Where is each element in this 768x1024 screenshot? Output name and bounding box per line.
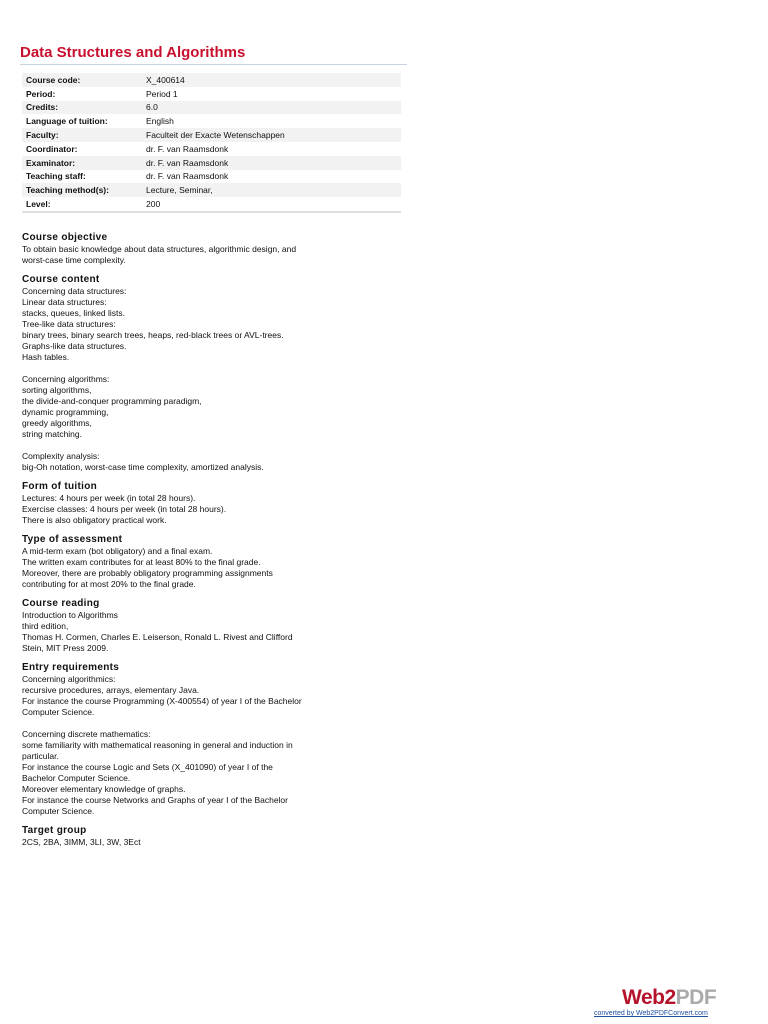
section-paragraph: [22, 674, 352, 718]
text-line: To obtain basic knowledge about data structures, algorithmic design, and: [22, 244, 297, 254]
section-paragraph: [22, 244, 352, 266]
text-line: sorting algorithms,: [22, 385, 92, 395]
text-line: Computer Science.: [22, 806, 95, 816]
text-line: Linear data structures:: [22, 297, 107, 307]
page-title: Data Structures and Algorithms: [20, 44, 246, 61]
section-paragraph: [22, 374, 352, 440]
text-line: Hash tables.: [22, 352, 70, 362]
text-line: Graphs-like data structures.: [22, 341, 127, 351]
info-row: [22, 101, 401, 115]
text-line: recursive procedures, arrays, elementary Java.: [22, 685, 200, 695]
info-row: [22, 87, 401, 101]
info-value: 6.0: [142, 101, 401, 115]
text-line: Complexity analysis:: [22, 451, 100, 461]
info-row: [22, 73, 401, 87]
text-line: Concerning algorithmics:: [22, 674, 116, 684]
text-line: Concerning algorithms:: [22, 374, 110, 384]
info-label: Coordinator:: [22, 142, 142, 156]
info-row: [22, 170, 401, 184]
info-row: [22, 197, 401, 212]
info-row: [22, 156, 401, 170]
info-label: Faculty:: [22, 128, 142, 142]
section-paragraph: [22, 451, 352, 473]
text-line: For instance the course Logic and Sets (X_401090) of year I of the: [22, 762, 273, 772]
text-line: Introduction to Algorithms: [22, 610, 118, 620]
text-line: For instance the course Networks and Graphs of year I of the Bachelor: [22, 795, 288, 805]
text-line: Concerning discrete mathematics:: [22, 729, 151, 739]
info-row: [22, 114, 401, 128]
text-line: 2CS, 2BA, 3IMM, 3LI, 3W, 3Ect: [22, 837, 141, 847]
section: [22, 598, 352, 654]
text-line: worst-case time complexity.: [22, 255, 126, 265]
info-row: [22, 142, 401, 156]
text-line: the divide-and-conquer programming paradigm,: [22, 396, 202, 406]
text-line: Concerning data structures:: [22, 286, 127, 296]
section-paragraph: [22, 493, 352, 526]
text-line: Lectures: 4 hours per week (in total 28 hours).: [22, 493, 196, 503]
text-line: Thomas H. Cormen, Charles E. Leiserson, Ronald L. Rivest and Clifford: [22, 632, 293, 642]
info-label: Course code:: [22, 73, 142, 87]
info-value: dr. F. van Raamsdonk: [142, 170, 401, 184]
text-line: A mid-term exam (bot obligatory) and a final exam.: [22, 546, 213, 556]
info-row: [22, 128, 401, 142]
section: [22, 232, 352, 266]
section-paragraph: [22, 546, 352, 590]
logo-text-pdf: PDF: [675, 986, 717, 1009]
text-line: Tree-like data structures:: [22, 319, 116, 329]
text-line: Stein, MIT Press 2009.: [22, 643, 109, 653]
text-line: There is also obligatory practical work.: [22, 515, 167, 525]
text-line: Computer Science.: [22, 707, 95, 717]
section: [22, 534, 352, 590]
section-heading: Entry requirements: [22, 662, 120, 673]
text-line: string matching.: [22, 429, 82, 439]
info-label: Credits:: [22, 101, 142, 115]
text-line: contributing for at most 20% to the final grade.: [22, 579, 196, 589]
info-value: Period 1: [142, 87, 401, 101]
info-label: Teaching staff:: [22, 170, 142, 184]
section-paragraph: [22, 286, 352, 363]
course-info-table: [22, 73, 401, 213]
info-label: Language of tuition:: [22, 114, 142, 128]
text-line: third edition,: [22, 621, 69, 631]
section-heading: Type of assessment: [22, 534, 123, 545]
logo-text-web2: Web2: [622, 986, 676, 1009]
info-label: Teaching method(s):: [22, 183, 142, 197]
text-line: binary trees, binary search trees, heaps, red-black trees or AVL-trees.: [22, 330, 284, 340]
text-line: The written exam contributes for at least 80% to the final grade.: [22, 557, 261, 567]
title-divider: [20, 64, 407, 65]
info-value: Faculteit der Exacte Wetenschappen: [142, 128, 401, 142]
section: [22, 481, 352, 526]
info-label: Period:: [22, 87, 142, 101]
info-value: English: [142, 114, 401, 128]
section-heading: Course content: [22, 274, 100, 285]
section-paragraph: [22, 729, 352, 817]
info-label: Level:: [22, 197, 142, 212]
text-line: For instance the course Programming (X-400554) of year I of the Bachelor: [22, 696, 302, 706]
text-line: stacks, queues, linked lists.: [22, 308, 125, 318]
text-line: greedy algorithms,: [22, 418, 92, 428]
info-value: dr. F. van Raamsdonk: [142, 142, 401, 156]
text-line: Bachelor Computer Science.: [22, 773, 131, 783]
info-row: [22, 183, 401, 197]
text-line: Moreover elementary knowledge of graphs.: [22, 784, 186, 794]
section-paragraph: [22, 837, 352, 848]
section: [22, 274, 352, 473]
info-label: Examinator:: [22, 156, 142, 170]
info-value: Lecture, Seminar,: [142, 183, 401, 197]
info-value: 200: [142, 197, 401, 212]
converter-link[interactable]: converted by Web2PDFConvert.com: [594, 1010, 708, 1017]
section-heading: Course objective: [22, 232, 108, 243]
course-description: [22, 232, 352, 856]
text-line: particular.: [22, 751, 59, 761]
section-heading: Target group: [22, 825, 87, 836]
section: [22, 825, 352, 848]
section-heading: Form of tuition: [22, 481, 98, 492]
section-paragraph: [22, 610, 352, 654]
text-line: some familiarity with mathematical reasoning in general and induction in: [22, 740, 293, 750]
text-line: dynamic programming,: [22, 407, 109, 417]
section-heading: Course reading: [22, 598, 100, 609]
section: [22, 662, 352, 817]
web2pdf-logo[interactable]: [594, 986, 750, 1020]
web2pdf-wordmark: [622, 986, 716, 1010]
text-line: Exercise classes: 4 hours per week (in total 28 hours).: [22, 504, 227, 514]
text-line: big-Oh notation, worst-case time complexity, amortized analysis.: [22, 462, 264, 472]
info-value: X_400614: [142, 73, 401, 87]
text-line: Moreover, there are probably obligatory programming assignments: [22, 568, 273, 578]
info-value: dr. F. van Raamsdonk: [142, 156, 401, 170]
